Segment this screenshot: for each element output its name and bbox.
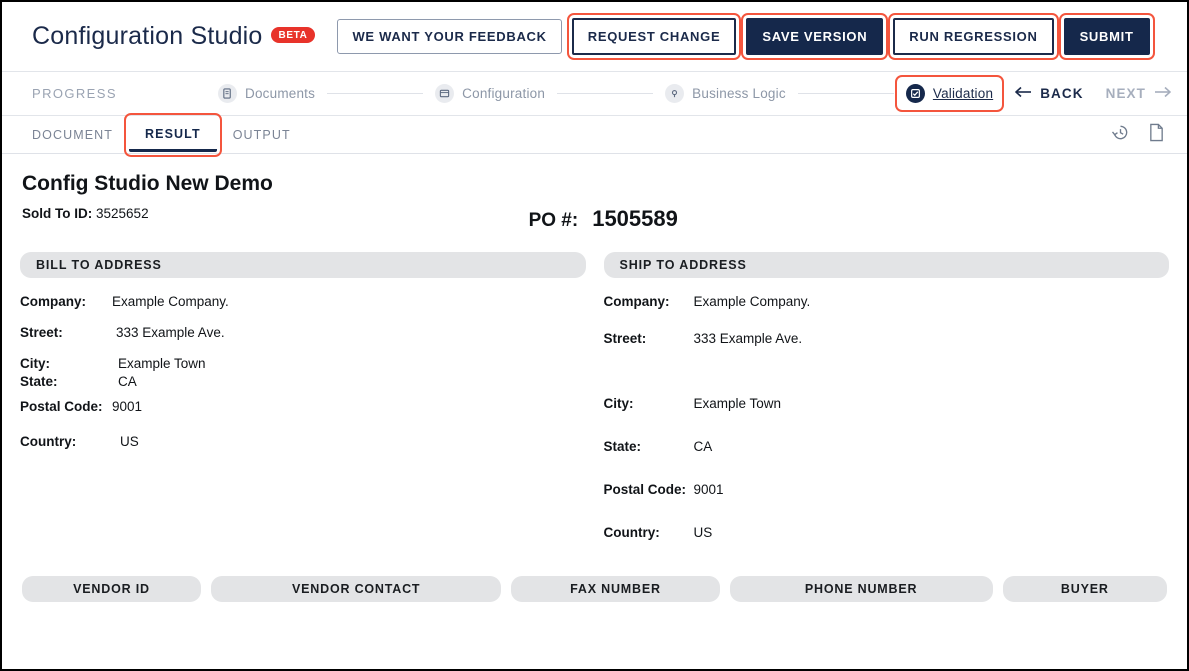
- back-label: BACK: [1040, 86, 1084, 101]
- progress-step-validation[interactable]: [900, 80, 999, 107]
- tab-document[interactable]: DOCUMENT: [32, 128, 114, 142]
- progress-step-business-logic[interactable]: [659, 80, 792, 107]
- back-button[interactable]: [1015, 86, 1083, 101]
- field-value: 333 Example Ave.: [693, 331, 803, 346]
- field-value: Example Town: [693, 396, 782, 411]
- next-label: NEXT: [1105, 86, 1146, 101]
- progress-bar: [2, 72, 1187, 116]
- field-value: Example Company.: [112, 294, 229, 309]
- progress-divider: [557, 93, 653, 94]
- bill-to-country: [20, 434, 586, 449]
- progress-step-configuration[interactable]: [429, 80, 551, 107]
- field-label: Street:: [603, 331, 647, 346]
- column-header-buyer: BUYER: [1003, 576, 1167, 602]
- po-value: 1505589: [592, 206, 678, 231]
- ship-to-postal-code: [604, 482, 1170, 497]
- request-change-button[interactable]: REQUEST CHANGE: [572, 18, 737, 55]
- content-tabs: [2, 116, 1187, 154]
- ship-to-country: [604, 525, 1170, 540]
- progress-step-label: Business Logic: [692, 86, 786, 101]
- field-value: 333 Example Ave.: [116, 325, 225, 340]
- progress-step-label: Validation: [932, 86, 994, 101]
- field-value: US: [693, 525, 713, 540]
- column-header-fax-number: FAX NUMBER: [511, 576, 719, 602]
- next-button[interactable]: [1106, 86, 1171, 101]
- progress-step-label: Configuration: [462, 86, 546, 101]
- ship-to-company: [604, 294, 1170, 309]
- bill-to-street: [20, 325, 586, 340]
- field-value: CA: [693, 439, 713, 454]
- field-value: Example Town: [118, 356, 206, 371]
- business-logic-icon: [665, 84, 684, 103]
- tab-result[interactable]: RESULT: [129, 118, 217, 152]
- beta-badge: BETA: [271, 27, 316, 43]
- field-label: Company:: [603, 294, 670, 309]
- ship-to-column: [604, 252, 1170, 562]
- progress-steps: [212, 80, 999, 107]
- ship-to-city: [604, 396, 1170, 411]
- tab-output[interactable]: OUTPUT: [232, 128, 291, 142]
- field-label: Postal Code:: [20, 399, 103, 414]
- field-label: Country:: [20, 434, 77, 449]
- header-actions: [337, 18, 1149, 55]
- feedback-button[interactable]: WE WANT YOUR FEEDBACK: [337, 19, 561, 54]
- column-header-vendor-contact: VENDOR CONTACT: [211, 576, 501, 602]
- field-value: 9001: [112, 399, 143, 414]
- bill-to-state: [20, 374, 586, 389]
- field-value: Example Company.: [693, 294, 811, 309]
- run-regression-button[interactable]: RUN REGRESSION: [893, 18, 1053, 55]
- documents-icon: [218, 84, 237, 103]
- field-value: US: [120, 434, 139, 449]
- history-icon[interactable]: [1111, 123, 1130, 147]
- bill-to-city: [20, 356, 586, 371]
- app-title-text: Configuration Studio: [32, 22, 263, 50]
- app-header: [2, 2, 1187, 72]
- sold-to-field: [22, 206, 149, 221]
- column-header-phone-number: PHONE NUMBER: [730, 576, 993, 602]
- document-meta-row: [20, 206, 1169, 232]
- arrow-right-icon: [1154, 86, 1171, 101]
- submit-button[interactable]: SUBMIT: [1064, 18, 1150, 55]
- sold-to-value: 3525652: [96, 206, 149, 221]
- document-title: Config Studio New Demo: [22, 172, 273, 195]
- ship-to-street: [604, 331, 1170, 346]
- configuration-icon: [435, 84, 454, 103]
- field-label: City:: [20, 356, 50, 371]
- progress-divider: [327, 93, 423, 94]
- address-columns: [20, 252, 1169, 562]
- progress-nav-buttons: [1015, 86, 1171, 101]
- field-label: Company:: [20, 294, 87, 309]
- result-content: [2, 154, 1187, 671]
- progress-divider: [798, 93, 894, 94]
- progress-step-documents[interactable]: [212, 80, 321, 107]
- progress-label: PROGRESS: [32, 86, 117, 101]
- tab-actions: [1111, 123, 1173, 147]
- vendor-table-header-row: [20, 576, 1169, 602]
- bill-to-postal-code: [20, 399, 586, 414]
- field-label: Country:: [603, 525, 660, 540]
- sold-to-label: Sold To ID:: [22, 206, 93, 221]
- file-icon[interactable]: [1148, 123, 1165, 147]
- bill-to-company: [20, 294, 586, 309]
- progress-step-label: Documents: [245, 86, 316, 101]
- field-value: 9001: [693, 482, 724, 497]
- column-header-vendor-id: VENDOR ID: [22, 576, 201, 602]
- po-label: PO #:: [528, 210, 579, 231]
- field-label: Street:: [20, 325, 63, 340]
- field-label: Postal Code:: [603, 482, 687, 497]
- field-label: State:: [603, 439, 642, 454]
- po-number-field: [529, 206, 678, 232]
- bill-to-heading: BILL TO ADDRESS: [20, 252, 586, 278]
- field-label: City:: [603, 396, 634, 411]
- field-value: CA: [118, 374, 137, 389]
- validation-icon: [906, 84, 925, 103]
- ship-to-fields: [604, 294, 1170, 540]
- ship-to-state: [604, 439, 1170, 454]
- save-version-button[interactable]: SAVE VERSION: [746, 18, 883, 55]
- bill-to-fields: [20, 294, 586, 449]
- page-title: [32, 22, 315, 51]
- arrow-left-icon: [1015, 86, 1032, 101]
- ship-to-heading: SHIP TO ADDRESS: [604, 252, 1170, 278]
- vendor-table-first-row-clipped: [20, 610, 1169, 620]
- bill-to-column: [20, 252, 586, 562]
- field-label: State:: [20, 374, 58, 389]
